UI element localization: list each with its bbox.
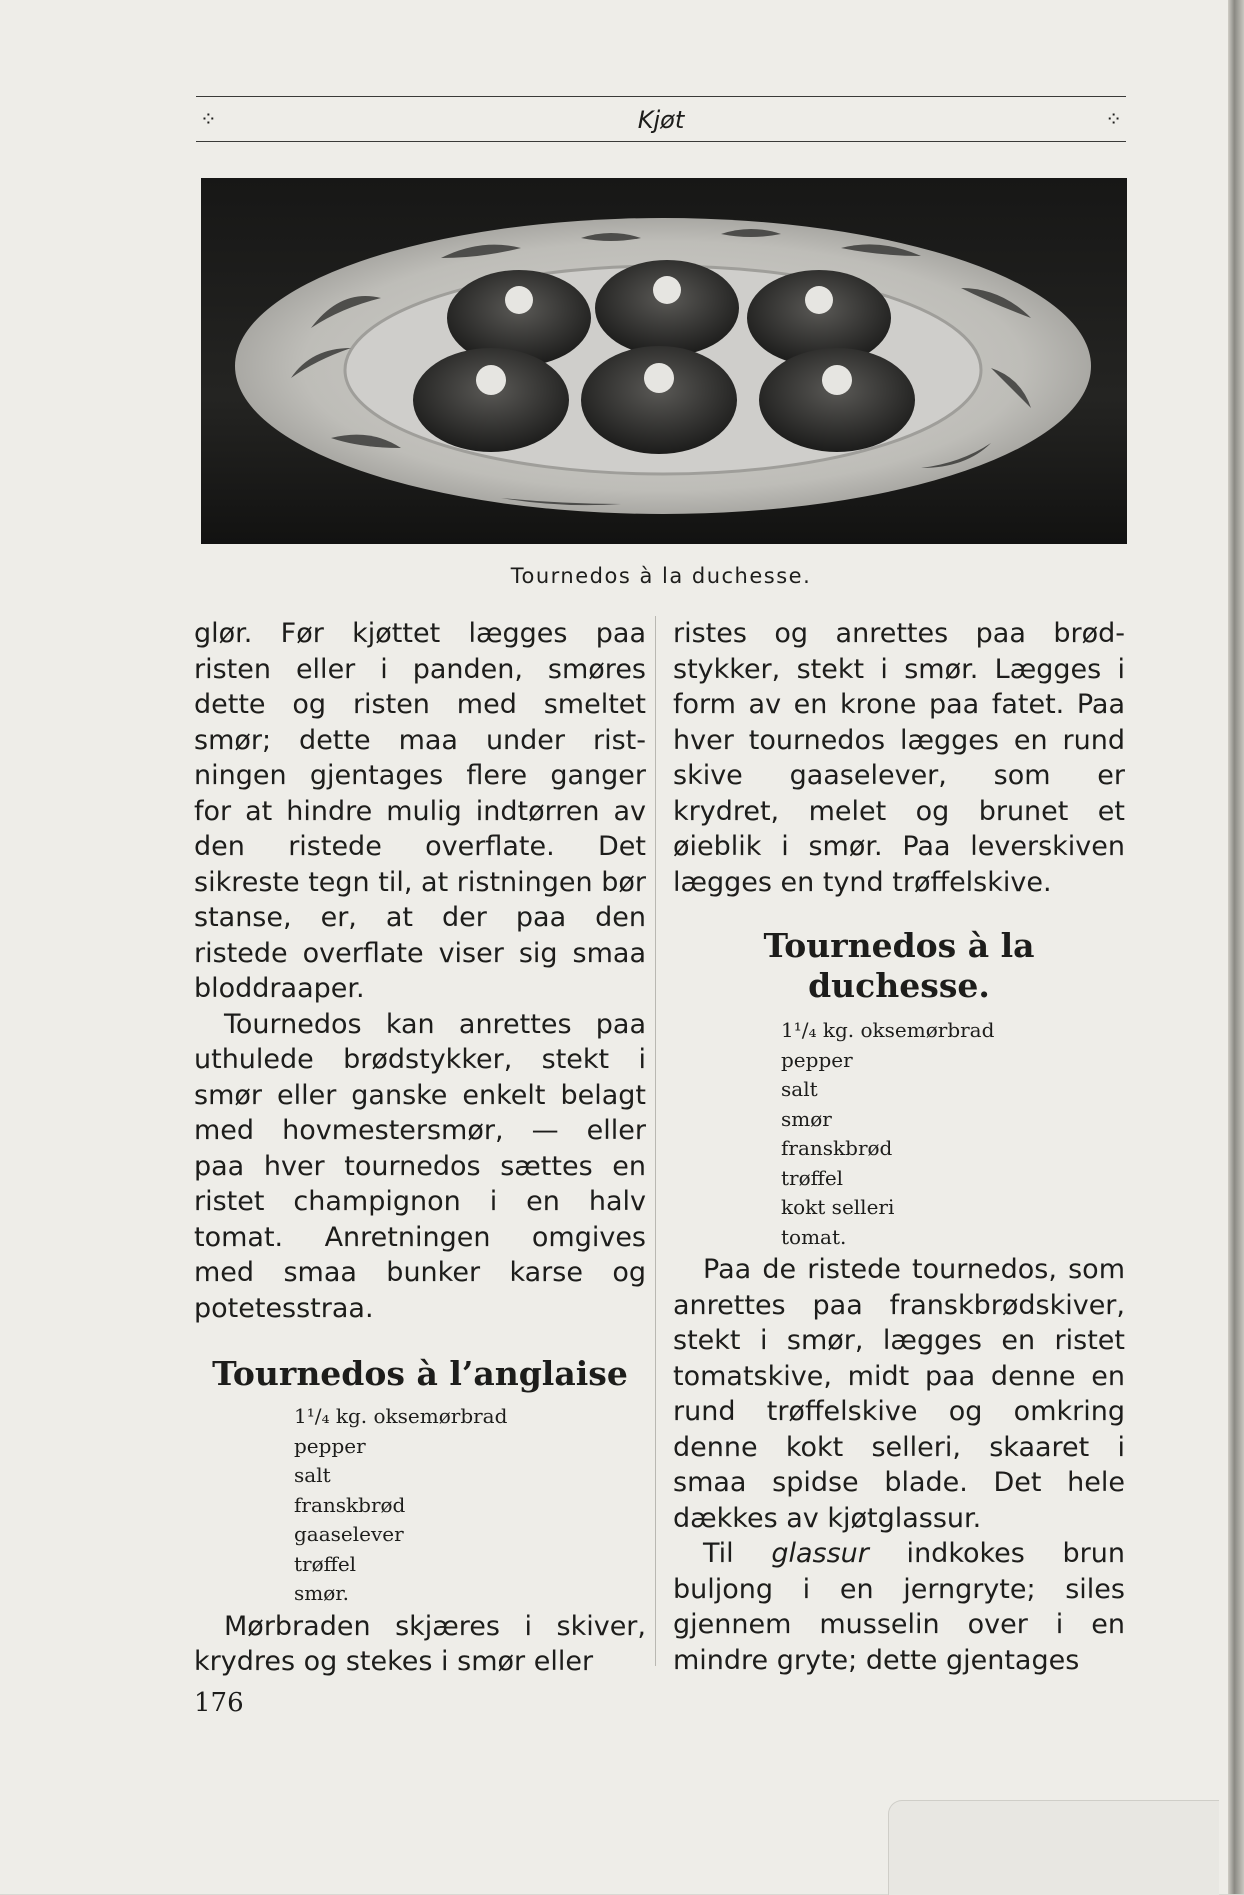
paragraph: Paa de ristede tournedos, som anrettes paa franskbrødskiver, stekt i smør, lægges en ristet tomatskive, midt paa denne en rund trøffelskive og omkring denne kokt selleri, skaaret i smaa spidse blade. Det hele dækkes av kjøtglassur. bbox=[673, 1254, 1125, 1534]
ornament-right-icon: ⁘ bbox=[1105, 107, 1122, 131]
ingredient-item: salt bbox=[294, 1463, 331, 1487]
ingredient-item: gaaselever bbox=[294, 1522, 404, 1546]
plate-illustration bbox=[201, 178, 1127, 544]
chapter-title: Kjøt bbox=[637, 106, 685, 134]
paragraph: Mørbraden skjæres i skiver, krydres og stekes i smør eller bbox=[194, 1610, 646, 1677]
page-tab-shadow bbox=[888, 1800, 1219, 1895]
right-column bbox=[673, 616, 1125, 1678]
ingredient-item: pepper bbox=[781, 1047, 853, 1072]
paragraph bbox=[673, 1536, 1125, 1678]
page-number: 176 bbox=[194, 1688, 244, 1718]
recipe-title-duchesse: Tournedos à la duchesse. bbox=[763, 926, 1035, 1005]
ingredient-item: franskbrød bbox=[294, 1492, 406, 1517]
text-run: indkokes brun buljong i en jerngryte; siles gjennem musselin over i en mindre gryte; dette gjentages bbox=[673, 1538, 1125, 1676]
ingredient-item: tomat. bbox=[781, 1224, 847, 1249]
ingredient-item: kokt selleri bbox=[781, 1195, 895, 1219]
ingredient-item: smør. bbox=[294, 1581, 349, 1605]
ingredient-item: 1¹/₄ kg. oksemørbrad bbox=[294, 1404, 508, 1428]
ingredient-item: smør bbox=[781, 1106, 832, 1131]
ingredient-item: salt bbox=[781, 1077, 818, 1101]
column-divider bbox=[655, 616, 656, 1666]
paragraph: ristes og anrettes paa brødstykker, stekt i smør. Lægges i form av en krone paa fatet. Paa hver tournedos lægges en rund skive gaaselever, som er krydret, melet og brunet et øieblik i smør. Paa leverskiven lægges en tynd trøffelskive. bbox=[673, 618, 1125, 898]
text-run: Til bbox=[703, 1538, 772, 1569]
recipe-title-anglaise: Tournedos à l’anglaise bbox=[212, 1354, 628, 1393]
photo-caption: Tournedos à la duchesse. bbox=[510, 564, 812, 588]
paragraph: glør. Før kjøttet lægges paa risten eller i panden, smøres dette og risten med smeltet smør; dette maa under ristningen gjentages flere ganger for at hindre mulig indtørren av den ristede overflate. Det sikreste tegn til, at ristningen bør stanse, er, at der paa den ristede overflate viser sig smaa bloddraaper. bbox=[194, 618, 646, 1004]
page-edge bbox=[1228, 0, 1244, 1894]
dish-photo bbox=[201, 178, 1127, 544]
ingredient-item: trøffel bbox=[294, 1551, 357, 1576]
ingredient-item: pepper bbox=[294, 1433, 366, 1458]
ornament-left-icon: ⁘ bbox=[200, 107, 217, 131]
ingredient-item: franskbrød bbox=[781, 1136, 893, 1160]
emphasis-word: glassur bbox=[771, 1538, 869, 1569]
ingredient-list-anglaise bbox=[294, 1402, 646, 1609]
left-column bbox=[194, 616, 646, 1680]
ingredient-item: 1¹/₄ kg. oksemørbrad bbox=[781, 1018, 995, 1042]
ingredient-list-duchesse bbox=[781, 1016, 1125, 1252]
ingredient-item: trøffel bbox=[781, 1165, 844, 1190]
running-header bbox=[196, 96, 1126, 142]
paragraph: Tournedos kan anrettes paa uthulede brødstykker, stekt i smør eller ganske enkelt belagt med hovmestersmør, — eller paa hver tournedos sættes en ristet champignon i en halv tomat. Anretningen omgives med smaa bunker karse og potetesstraa. bbox=[194, 1008, 646, 1324]
